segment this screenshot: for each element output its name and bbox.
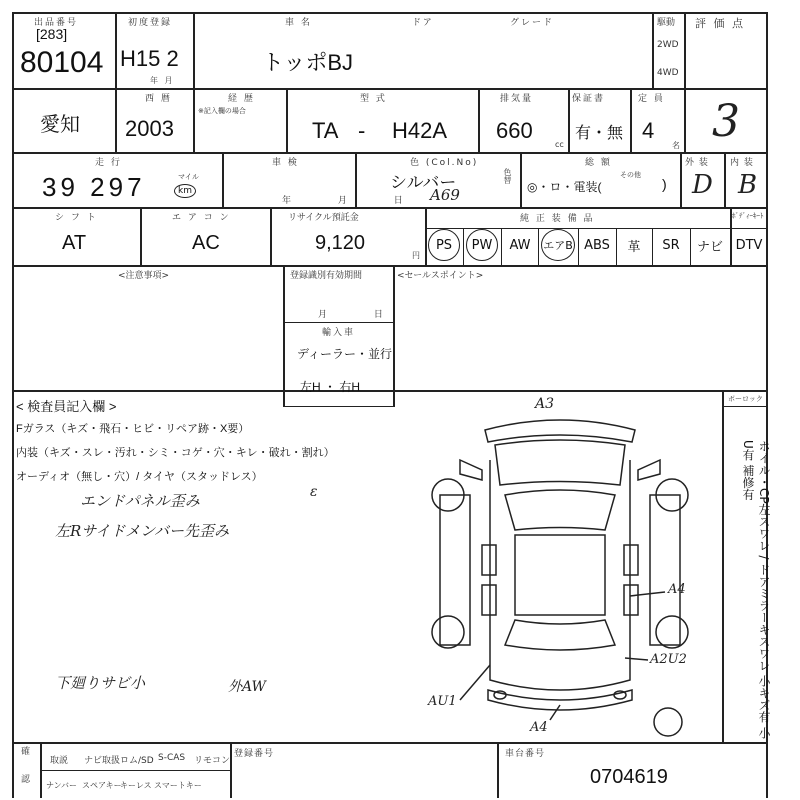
car-name-label: 車 名 <box>285 18 312 28</box>
equip-aw-text: AW <box>509 237 531 253</box>
hline <box>283 322 393 323</box>
vline <box>193 88 195 152</box>
car-diagram <box>420 400 720 745</box>
left-door-handle <box>482 545 496 575</box>
inspection-label: 車 検 <box>272 158 299 168</box>
vline <box>722 390 724 742</box>
import-label: 輸入車 <box>322 328 356 338</box>
vline <box>616 228 617 265</box>
lot-bracket: [283] <box>36 26 68 42</box>
type-dash: - <box>358 118 366 143</box>
right-side-panel <box>650 495 680 645</box>
vline <box>270 207 272 265</box>
tag-right-2: A2U2 <box>650 652 687 667</box>
interior-label: 内 装 <box>730 158 754 168</box>
equip-abs-text: ABS <box>584 237 610 253</box>
right-box-note: ホイル・CP左スワレ / ドアミラーキスワレ 小キズ有 小U有 補修有 <box>741 440 771 739</box>
drive-2wd: 2WD <box>657 40 679 50</box>
vline <box>222 152 224 207</box>
option-label: ﾎﾞﾃﾞｨｰｷｰﾄ <box>732 212 764 220</box>
displacement-label: 排気量 <box>500 94 534 104</box>
equip-sr <box>652 230 690 260</box>
row-sep-3 <box>12 207 768 209</box>
row-sep-5 <box>12 390 768 392</box>
type-value: H42A <box>392 118 448 143</box>
footer-cell-7: スペアキー <box>82 781 122 790</box>
shift-label: シ フ ト <box>55 213 98 223</box>
score-label: 評 価 点 <box>695 17 745 30</box>
vline <box>140 207 142 265</box>
door-label: ドア <box>412 18 434 28</box>
first-reg-label: 初度登録 <box>128 18 173 28</box>
vline <box>652 228 653 265</box>
rear-bumper <box>488 690 632 710</box>
footer-cell-9: スマートキー <box>154 781 202 790</box>
chassis-value: 0704619 <box>590 766 668 788</box>
capacity-unit: 名 <box>672 141 680 150</box>
vline <box>115 12 117 88</box>
vline <box>286 88 288 152</box>
hand-note-1: エンドパネル歪み <box>80 492 200 510</box>
tail-light-right <box>614 691 626 699</box>
vline <box>230 742 232 798</box>
equip-sr-text: SR <box>662 237 680 253</box>
footer-cell-4: S-CAS <box>158 753 186 763</box>
notes-label: <注意事項> <box>118 271 170 281</box>
recycle-label: リサイクル預託金 <box>288 213 359 223</box>
equip-navi-text: ナビ <box>696 239 723 255</box>
interior-value: B <box>738 170 758 200</box>
equip-airbag-text: エアB <box>541 229 575 261</box>
vline <box>568 88 570 152</box>
equip-ps-text: PS <box>428 229 460 261</box>
hline <box>40 770 230 771</box>
model-year-label: 西 暦 <box>145 94 172 104</box>
tag-left: AU1 <box>428 694 457 709</box>
type-label: 型 式 <box>360 94 387 104</box>
first-reg-value: H15 2 <box>120 46 179 71</box>
hand-note-4: 外AW <box>228 679 266 695</box>
hood <box>495 440 625 485</box>
right-door-handle-2 <box>624 585 638 615</box>
history-note: ※記入欄の場合 <box>198 107 246 115</box>
inspector-line2: 内装（キズ・スレ・汚れ・シミ・コゲ・穴・キレ・破れ・割れ） <box>16 447 335 459</box>
equip-leather <box>616 230 652 260</box>
exterior-label: 外 装 <box>685 158 709 168</box>
equip-pw <box>464 230 500 260</box>
hline <box>283 406 393 407</box>
row-sep-1 <box>12 88 768 90</box>
equip-abs <box>578 230 616 260</box>
equip-aw <box>502 230 538 260</box>
warranty-value: 有・無 <box>575 125 624 142</box>
drive-label: 駆動 <box>657 18 676 28</box>
ac-label: エ ア コ ン <box>172 213 231 223</box>
vline <box>690 228 691 265</box>
row-sep-2 <box>12 152 768 154</box>
ac-value: AC <box>192 232 220 254</box>
vline <box>684 12 686 152</box>
total-label: 総 額 <box>585 158 612 168</box>
leader-line-left <box>460 665 490 700</box>
windshield <box>505 490 615 530</box>
color-change: 色替 <box>503 168 512 184</box>
score-value: 3 <box>712 96 740 147</box>
reg-label: 登録番号 <box>234 749 275 759</box>
equip-pw-text: PW <box>466 229 498 261</box>
region-label: 愛知 <box>40 114 80 136</box>
vline <box>538 228 539 265</box>
frame-top <box>12 12 768 14</box>
leader-line-right1 <box>630 592 665 596</box>
mileage-value: 39 297 <box>42 172 146 202</box>
equip-ps <box>426 230 462 260</box>
total-close-paren: ) <box>662 176 667 192</box>
steering-value: 左H ・ 右H <box>300 380 361 394</box>
warranty-label: 保証書 <box>572 94 606 104</box>
wheel-rear-right <box>656 616 688 648</box>
year-month-label: 年 月 <box>150 76 175 85</box>
vline <box>463 228 464 265</box>
total-other: その他 <box>620 171 641 179</box>
right-box-label: ボーロック <box>728 395 763 403</box>
vline <box>520 152 522 207</box>
vline <box>501 228 502 265</box>
mileage-mile: マイル <box>178 173 199 181</box>
footer-cell-1: 取説 <box>50 756 69 766</box>
equipment-label: 純 正 装 備 品 <box>520 214 595 224</box>
equip-leather-text: 革 <box>627 239 641 255</box>
model-year-value: 2003 <box>125 116 174 141</box>
mileage-unit: km <box>174 184 196 198</box>
vline <box>478 88 480 152</box>
recycle-value: 9,120 <box>315 232 366 254</box>
vline <box>497 742 499 798</box>
shift-value: AT <box>62 232 87 254</box>
vline <box>630 88 632 152</box>
leader-line-right2 <box>625 658 648 660</box>
dealer-value: ディーラー・並行 <box>297 347 393 361</box>
hand-note-5: ε <box>310 484 318 500</box>
tag-bottom: A4 <box>530 720 548 735</box>
vline <box>283 265 285 407</box>
check-label: 確 認 <box>19 746 29 791</box>
footer-cell-6: ナンバー <box>46 781 78 790</box>
recycle-unit: 円 <box>412 251 420 260</box>
lot-label: 出品番号 <box>34 18 79 28</box>
spare-wheel <box>654 708 682 736</box>
vline <box>652 12 654 88</box>
chassis-label: 車台番号 <box>505 749 546 759</box>
footer-cell-2: ナビ取扱 <box>84 756 121 766</box>
inspector-title: < 検査員記入欄 > <box>16 399 117 414</box>
inspector-line1: Fガラス（キズ・飛石・ヒビ・リペア跡・X要） <box>16 423 250 435</box>
wheel-rear-left <box>432 616 464 648</box>
type-prefix: TA <box>312 118 339 143</box>
equip-navi <box>690 230 730 260</box>
left-mirror <box>460 460 482 480</box>
total-options: ◎・ロ・電装( <box>527 180 602 194</box>
equip-dtv <box>730 230 768 260</box>
history-label: 経 歴 <box>228 94 255 104</box>
vline <box>393 265 395 407</box>
tail-light-left <box>494 691 506 699</box>
right-mirror <box>638 460 660 480</box>
inspection-ym: 年 月 日 <box>282 196 425 206</box>
footer-cell-3: ロム/SD <box>120 756 154 766</box>
leader-line-bottom <box>550 705 560 720</box>
inspector-line3: オーディオ（無し・穴）/ タイヤ（スタッドレス） <box>16 471 263 483</box>
right-door-handle <box>624 545 638 575</box>
front-bumper <box>485 420 635 442</box>
exterior-value: D <box>692 170 713 200</box>
month-day: 月 日 <box>318 310 405 320</box>
grade-label: グレード <box>510 18 555 28</box>
displacement-unit: cc <box>555 140 564 149</box>
rear-window <box>505 620 615 650</box>
displacement-value: 660 <box>496 118 533 143</box>
footer-cell-5: リモコン <box>194 756 231 766</box>
vline <box>115 88 117 152</box>
hand-note-3: 下廻りサビ小 <box>55 674 146 692</box>
row-sep-4 <box>12 265 768 267</box>
car-name-value: トッポBJ <box>262 50 354 75</box>
color-value: シルバー <box>390 173 457 192</box>
frame-left <box>12 12 14 798</box>
tag-top: A3 <box>535 396 555 412</box>
valid-label: 登録識別有効期間 <box>290 271 363 281</box>
sales-label: <セールスポイント> <box>397 271 484 281</box>
footer-cell-8: キーレス <box>120 781 152 790</box>
tag-right-1: A4 <box>668 582 686 597</box>
vline <box>578 228 579 265</box>
hline <box>722 406 768 407</box>
roof <box>515 535 605 615</box>
equip-dtv-text: DTV <box>735 237 763 253</box>
drive-4wd: 4WD <box>657 68 679 78</box>
hand-note-2: 左Rサイドメンバー先歪み <box>55 522 230 540</box>
color-code: A69 <box>430 186 460 204</box>
capacity-label: 定 員 <box>638 94 665 104</box>
left-door-handle-2 <box>482 585 496 615</box>
capacity-value: 4 <box>642 118 655 143</box>
vline <box>724 152 726 207</box>
mileage-label: 走 行 <box>95 158 122 168</box>
lot-number: 80104 <box>20 46 104 79</box>
color-label: 色 (Col.No) <box>410 158 479 168</box>
vline <box>680 152 682 207</box>
vline <box>193 12 195 88</box>
equip-airbag <box>538 230 578 260</box>
left-side-panel <box>440 495 470 645</box>
